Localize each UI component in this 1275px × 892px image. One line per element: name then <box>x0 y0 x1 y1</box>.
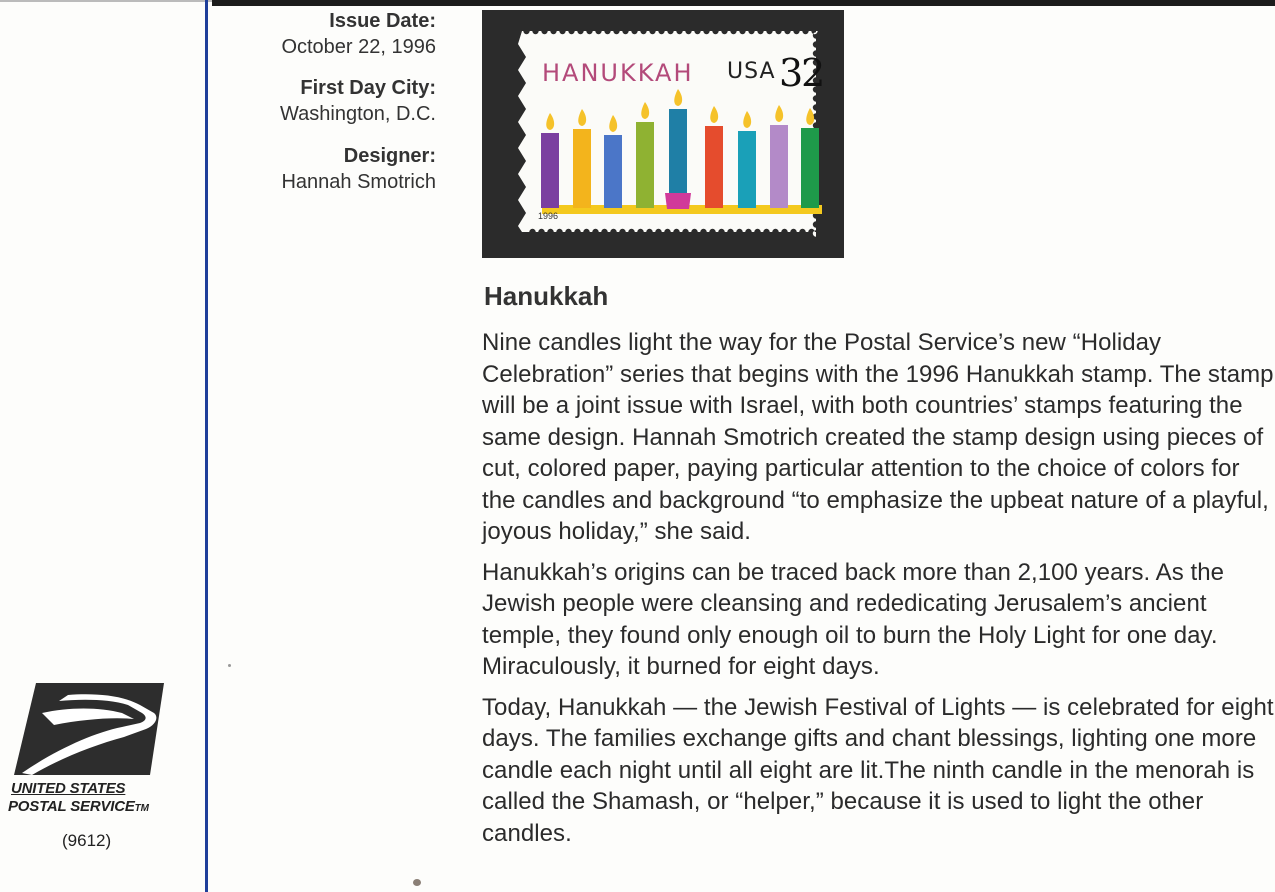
candle-6 <box>705 126 723 208</box>
article-paragraph-3: Today, Hanukkah — the Jewish Festival of Lights — is celebrated for eight days. The families exchange gifts and chant blessings, lighting one more candle each night until all eight are lit.The ninth candle in the menorah is called the Shamash, or “helper,” because it is used to light the other candles. <box>482 693 1274 847</box>
designer-block <box>196 143 436 195</box>
vertical-divider <box>205 0 208 892</box>
stamp-denomination: 32 <box>779 51 824 95</box>
candle-3 <box>604 135 622 208</box>
paper-speck <box>413 879 421 886</box>
article-paragraph-2: Hanukkah’s origins can be traced back more than 2,100 years. As the Jewish people were cleansing and rededicating Jerusalem’s ancient temple, they found only enough oil to burn the Holy Light for one day. Miraculously, it burned for eight days. <box>482 558 1225 680</box>
designer-value: Hannah Smotrich <box>281 171 436 193</box>
usps-name-line2 <box>8 798 149 815</box>
shamash-holder <box>665 193 691 209</box>
candle-9 <box>801 128 819 208</box>
first-day-city-block <box>196 75 436 127</box>
stamp-year: 1996 <box>538 211 559 221</box>
first-day-city-value: Washington, D.C. <box>280 103 436 125</box>
issue-date-value: October 22, 1996 <box>281 36 436 58</box>
issue-date-label: Issue Date: <box>329 10 436 32</box>
candle-1 <box>541 133 559 208</box>
article-paragraph-1: Nine candles light the way for the Postal Service’s new “Holiday Celebration” series that begins with the 1996 Hanukkah stamp. The stamp will be a joint issue with Israel, with both countries’ stamps featuring the same design. Hannah Smotrich created the stamp design using pieces of cut, colored paper, paying particular attention to the choice of colors for the candles and background “to emphasize the upbeat nature of a playful, joyous holiday,” she said. <box>482 329 1274 545</box>
issue-date-block <box>196 8 436 60</box>
stamp-image-frame <box>482 10 844 258</box>
first-day-city-label: First Day City: <box>300 77 436 99</box>
designer-label: Designer: <box>343 145 436 167</box>
candle-5 <box>669 109 687 193</box>
top-border-rule <box>212 0 1275 6</box>
product-code: (9612) <box>62 831 112 850</box>
candle-8 <box>770 125 788 208</box>
top-edge-line <box>0 0 212 2</box>
stamp-country: USA <box>727 59 776 84</box>
stamp-artwork <box>492 25 822 238</box>
usps-name-line2-text: POSTAL SERVICE <box>8 798 135 815</box>
usps-trademark: TM <box>134 803 149 814</box>
candle-2 <box>573 129 591 208</box>
article-body <box>482 327 1275 858</box>
article-title: Hanukkah <box>484 281 609 311</box>
paper-speck-small <box>228 664 231 667</box>
usps-name-line1: UNITED STATES <box>11 780 126 797</box>
candle-7 <box>738 131 756 208</box>
hanukkah-stamp <box>492 25 822 238</box>
candle-4 <box>636 122 654 208</box>
usps-eagle-logo <box>14 683 164 775</box>
stamp-title: HANUKKAH <box>542 59 694 87</box>
